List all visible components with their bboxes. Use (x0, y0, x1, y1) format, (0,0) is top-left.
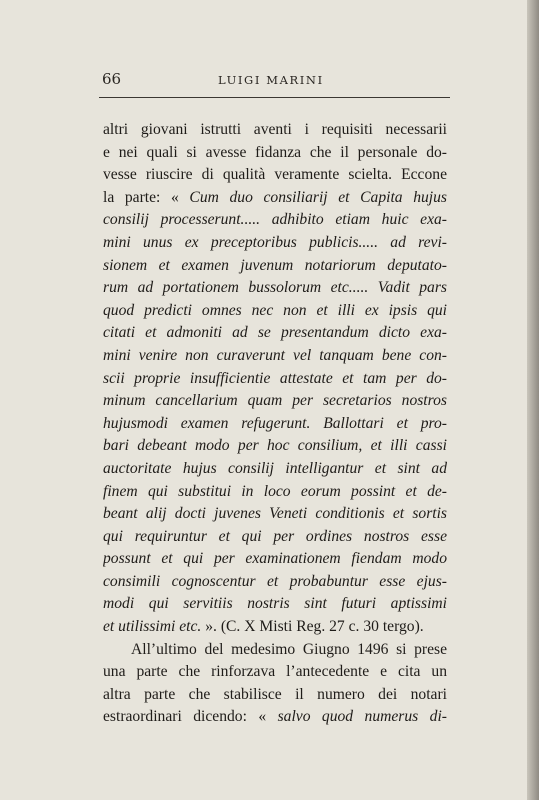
text-run: quod predicti omnes nec non et illi ex ipsis qui (103, 301, 447, 319)
text-line (103, 684, 447, 707)
text-line (103, 255, 447, 278)
text-run: hujusmodi examen refugerunt. Ballottari et pro- (103, 414, 447, 432)
text-run: modi qui servitiis nostris sint futuri aptissimi (103, 595, 447, 613)
text-run: salvo quod numerus di- (277, 708, 447, 726)
text-line (103, 187, 447, 210)
text-run: auctoritate hujus consilij intelligantur et sint ad (103, 459, 447, 477)
text-line (103, 706, 447, 729)
text-run: estraordinari dicendo: « (103, 708, 278, 726)
text-run: consilij processerunt..... adhibito etiam huic exa- (103, 211, 447, 229)
running-head: LUIGI MARINI (218, 73, 324, 87)
text-line (103, 300, 447, 323)
text-run: possunt et qui per examinationem fiendam modo (103, 550, 447, 568)
text-line (103, 526, 447, 549)
text-line (103, 661, 447, 684)
page-edge (527, 0, 539, 800)
text-run: minum cancellarium quam per secretarios nostros (103, 392, 447, 410)
text-run: et utilissimi etc. (103, 618, 202, 636)
text-run: altri giovani istrutti aventi i requisiti necessarii (103, 121, 447, 138)
text-run: altra parte che stabilisce il numero dei notari (103, 685, 447, 703)
text-run: qui requiruntur et qui per ordines nostros esse (103, 527, 447, 545)
text-run: finem qui substitui in loco eorum possint et de- (103, 482, 447, 500)
text-run: mini venire non curaverunt vel tanquam bene con- (103, 346, 447, 364)
text-line (103, 390, 447, 413)
text-line (103, 345, 447, 368)
text-line (103, 322, 447, 345)
text-run: ». (C. X Misti Reg. 27 c. 30 tergo). (201, 618, 424, 636)
text-line (103, 458, 447, 481)
text-line (103, 481, 447, 504)
text-run: la parte: « (103, 188, 190, 206)
text-line (103, 435, 447, 458)
text-line (103, 368, 447, 391)
text-line (103, 413, 447, 436)
text-run: una parte che rinforzava l’antecedente e cita un (103, 663, 447, 681)
text-line (103, 503, 447, 526)
text-line (103, 209, 447, 232)
text-line (103, 164, 447, 187)
text-run: e nei quali si avesse fidanza che il personale do- (103, 143, 447, 161)
text-run: All’ultimo del medesimo Giugno 1496 si prese (131, 640, 447, 658)
text-line (103, 548, 447, 571)
text-run: vesse riuscire di qualità veramente scielta. Eccone (103, 166, 447, 184)
text-line (103, 277, 447, 300)
text-run: beant alij docti juvenes Veneti conditionis et sortis (103, 505, 447, 523)
text-run: mini unus ex preceptoribus publicis..... ad revi- (103, 233, 447, 251)
header-rule (99, 97, 450, 98)
text-line (103, 142, 447, 165)
text-line (103, 639, 447, 662)
text-run: bari debeant modo per hoc consilium, et illi cassi (103, 437, 447, 455)
text-run: scii proprie insufficientie attestate et tam per do- (103, 369, 447, 387)
text-line (103, 119, 447, 142)
text-line (103, 232, 447, 255)
page-number: 66 (102, 70, 122, 88)
text-run: Cum duo consiliarij et Capita hujus (189, 188, 447, 206)
text-run: rum ad portationem bussolorum etc..... Vadit pars (103, 279, 447, 297)
text-run: sionem et examen juvenum notariorum deputato- (103, 256, 447, 274)
text-run: citati et admoniti ad se presentandum dicto exa- (103, 324, 447, 342)
text-line (103, 593, 447, 616)
text-line (103, 616, 447, 639)
text-run: consimili cognoscentur et probabuntur esse ejus- (103, 572, 447, 590)
body-text (103, 119, 447, 729)
text-line (103, 571, 447, 594)
